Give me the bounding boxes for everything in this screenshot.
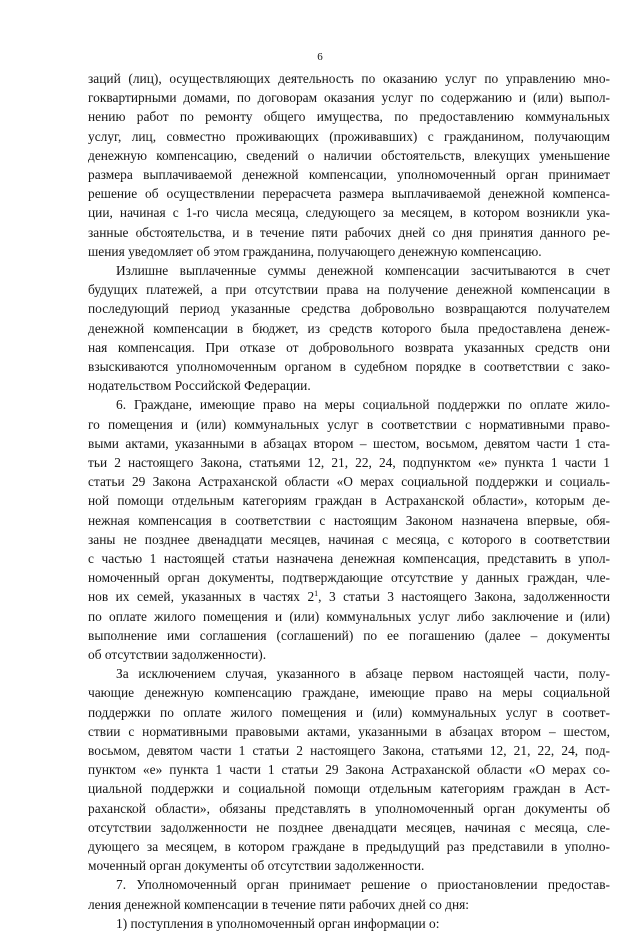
- text-line: [88, 89, 610, 106]
- text-line-content: будущих платежей, а при отсутствии права на получение денежной компенсации в: [88, 282, 610, 298]
- text-line: [88, 224, 610, 241]
- text-line: [88, 761, 610, 778]
- text-line: [116, 876, 610, 893]
- text-line-content: нодательством Российской Федерации.: [88, 378, 311, 394]
- text-line-content: тьи 2 настоящего Закона, статьями 12, 21, 22, 24, подпунктом «е» пункта 1 части 1: [88, 455, 610, 470]
- text-line: [88, 185, 610, 202]
- text-line-content: номоченный орган документы, подтверждающие отсутствие у данных граждан, чле-: [88, 570, 610, 586]
- text-line-content: ная компенсация. При отказе от добровольного возврата указанных средств они: [88, 339, 610, 355]
- text-line: [88, 857, 610, 874]
- text-line-content: поддержки по оплате жилого помещения и (или) коммунальных услуг в соответ-: [88, 704, 610, 720]
- text-line: [88, 204, 610, 221]
- text-line-content: статьи 29 Закона Астраханской области «О мерах социальной поддержки и социаль-: [88, 474, 610, 490]
- text-line-content: нов их семей, указанных в частях 2: [88, 589, 315, 605]
- text-line: [88, 569, 610, 586]
- text-line-content: выми актами, указанными в абзацах втором – шестом, восьмом, девятом части 1 ста-: [88, 435, 610, 451]
- text-line-content: заций (лиц), осуществляющих деятельность по оказанию услуг по управлению мно-: [88, 71, 610, 86]
- text-line-content: ления денежной компенсации в течение пяти рабочих дней со дня:: [88, 896, 470, 912]
- text-line: [88, 243, 610, 260]
- text-line-content: го помещения и (или) коммунальных услуг в соответствии с нормативными право-: [88, 416, 610, 432]
- text-line-content: циальной поддержки и социальной помощи отдельным категориям граждан в Аст-: [88, 781, 610, 797]
- text-line: [88, 377, 610, 394]
- text-line-content: отсутствии задолженности не позднее двенадцати месяцев, начиная с месяца, сле-: [88, 819, 610, 835]
- text-line-content: с частью 1 настоящей статьи назначена денежная компенсация, представить в упол-: [88, 551, 610, 566]
- text-line: [116, 396, 610, 413]
- text-line-content: ции, начиная с 1-го числа месяца, следующего за месяцем, в котором возникли ука-: [88, 205, 610, 221]
- text-line-content: последующий период указанные средства добровольно возвращаются получателем: [88, 301, 610, 317]
- text-line-content: ной помощи отдельным категориям граждан в Астраханской области», которым де-: [88, 493, 610, 509]
- text-line: [88, 358, 610, 375]
- text-line-content: пунктом «е» пункта 1 части 1 статьи 29 Закона Астраханской области «О мерах со-: [88, 762, 610, 778]
- text-line: [88, 454, 610, 471]
- text-line-content: За исключением случая, указанного в абзаце первом настоящей части, полу-: [116, 666, 610, 682]
- text-line-content: нению работ по ремонту общего имущества, по предоставлению коммунальных: [88, 109, 610, 125]
- text-line: [88, 339, 610, 356]
- text-line-content: моченный орган документы об отсутствии задолженности.: [88, 858, 425, 874]
- text-line: [116, 915, 610, 932]
- text-line-content: чающие денежную компенсацию граждане, имеющие право на меры социальной: [88, 685, 610, 701]
- text-line: [88, 588, 610, 605]
- text-line: [88, 473, 610, 490]
- text-line: [88, 742, 610, 759]
- text-line: [88, 780, 610, 797]
- text-line-content: занные обстоятельства, и в течение пяти рабочих дней со дня принятия данного ре-: [88, 224, 610, 240]
- text-line-content: размера выплачиваемой денежной компенсации, уполномоченный орган принимает: [88, 167, 610, 182]
- text-line-content: гоквартирными домами, по договорам оказания услуг по содержанию и (или) выпол-: [88, 90, 610, 106]
- text-line: [88, 128, 610, 145]
- text-line: [88, 896, 610, 913]
- text-line-content: денежную компенсацию, сведений о наличии обстоятельств, влекущих уменьшение: [88, 147, 610, 163]
- text-line-content: денежной компенсации в бюджет, из средств которого была предоставлена денеж-: [88, 320, 610, 336]
- text-line-content: взыскиваются уполномоченным органом в судебном порядке в соответствии с зако-: [88, 359, 610, 374]
- text-line: [88, 723, 610, 740]
- text-line: [88, 281, 610, 298]
- text-line-content: нежная компенсация в соответствии с настоящим Законом назначена впервые, обя-: [88, 512, 610, 528]
- text-line-content: восьмом, девятом части 1 статьи 2 настоящего Закона, статьями 12, 21, 22, 24, под-: [88, 743, 610, 758]
- text-line: [88, 300, 610, 317]
- text-line-content: ствии с нормативными правовыми актами, указанными в абзацах втором – шестом,: [88, 723, 610, 739]
- text-line: [88, 819, 610, 836]
- text-line: [88, 147, 610, 164]
- page-number: 6: [317, 51, 323, 63]
- text-line: [88, 550, 610, 567]
- text-line: [88, 108, 610, 125]
- text-line-content: дующего за месяцем, в котором граждане в предыдущий раз представили в уполно-: [88, 839, 610, 854]
- text-line: [88, 608, 610, 625]
- text-line: [88, 704, 610, 721]
- text-line: [116, 262, 610, 279]
- text-line: [88, 646, 610, 663]
- text-line-content: выполнение ими соглашения (соглашений) по ее погашению (далее – документы: [88, 627, 610, 643]
- text-line-content: услуг, лиц, совместно проживающих (проживавших) с гражданином, получающим: [88, 128, 610, 144]
- text-line: [88, 416, 610, 433]
- text-line: [88, 492, 610, 509]
- text-line: [88, 320, 610, 337]
- text-line-continuation: , 3 статьи 3 настоящего Закона, задолженности: [318, 589, 610, 605]
- text-line: [88, 512, 610, 529]
- text-line: [88, 435, 610, 452]
- text-line-content: 7. Уполномоченный орган принимает решение о приостановлении предостав-: [116, 877, 610, 893]
- text-line: [88, 166, 610, 183]
- text-line: [88, 684, 610, 701]
- text-line: [88, 838, 610, 855]
- text-line-content: шения уведомляет об этом гражданина, получающего денежную компенсацию.: [88, 243, 542, 259]
- text-line-content: Излишне выплаченные суммы денежной компенсации засчитываются в счет: [116, 263, 610, 278]
- text-line-content: 6. Граждане, имеющие право на меры социальной поддержки по оплате жило-: [116, 397, 610, 413]
- text-line: [88, 70, 610, 87]
- text-line-content: об отсутствии задолженности).: [88, 647, 267, 662]
- text-line-content: решение об осуществлении перерасчета размера выплачиваемой денежной компенса-: [88, 186, 610, 202]
- text-line-content: по оплате жилого помещения и (или) коммунальных услуг либо заключение и (или): [88, 608, 610, 624]
- text-line-content: раханской области», обязаны представлять в уполномоченный орган документы об: [88, 800, 610, 816]
- text-line-content: 1) поступления в уполномоченный орган информации о:: [116, 915, 440, 931]
- text-line: [88, 800, 610, 817]
- text-line-content: заны не позднее двенадцати месяцев, начиная с месяца, с которого в соответствии: [88, 531, 610, 547]
- text-line: [88, 627, 610, 644]
- superscript: 1: [314, 589, 319, 599]
- text-line: [116, 665, 610, 682]
- text-line: [88, 531, 610, 548]
